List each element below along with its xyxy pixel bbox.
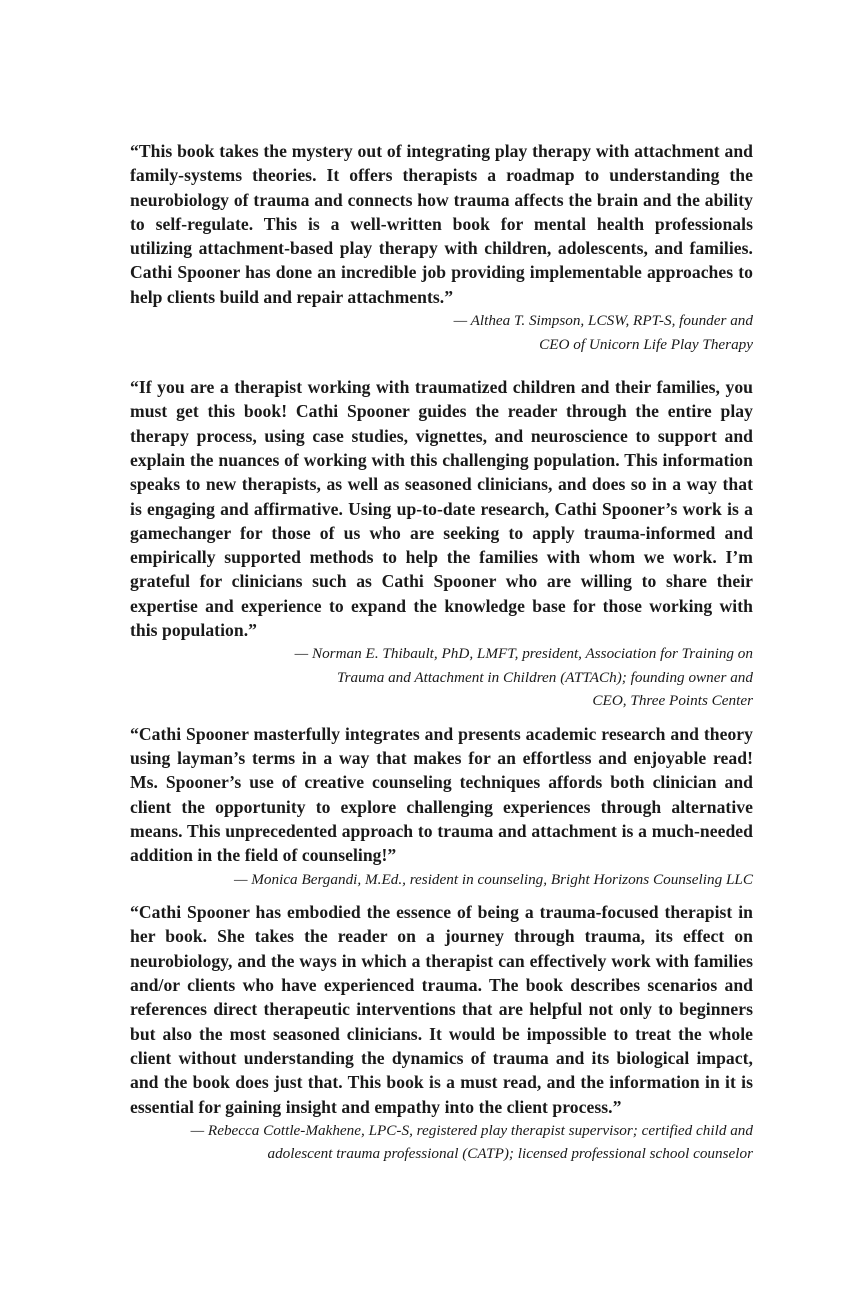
testimonial-attribution-line: CEO, Three Points Center <box>592 692 753 710</box>
testimonial-quote: “Cathi Spooner masterfully integrates and presents academic research and theory using layman’s terms in a way that makes for an effortless and enjoyable read! Ms. Spooner’s use of creative counseling techniques affords both clinician and client the opportunity to explore challenging experiences through alternative means. This unprecedented approach to trauma and attachment is a much-needed addition in the field of counseling!” <box>130 723 753 866</box>
testimonial-attribution-line: — Norman E. Thibault, PhD, LMFT, president, Association for Training on <box>294 645 753 663</box>
testimonial-quote: “Cathi Spooner has embodied the essence of being a trauma-focused therapist in her book. She takes the reader on a journey through trauma, its effect on neurobiology, and the ways in which a therapist can effectively work with families and/or clients who have experienced trauma. The book describes scenarios and references direct therapeutic interventions that are helpful not only to beginners but also the most seasoned clinicians. It would be impossible to treat the whole client without understanding the dynamics of trauma and its biological impact, and the book does just that. This book is a must read, and the information in it is essential for gaining insight and empathy into the client process.” <box>130 902 753 1117</box>
testimonial-attribution-line: — Althea T. Simpson, LCSW, RPT-S, founder and <box>453 312 753 330</box>
testimonial-attribution-line: — Monica Bergandi, M.Ed., resident in counseling, Bright Horizons Counseling LLC <box>233 870 753 888</box>
testimonial-simpson <box>130 139 753 356</box>
testimonials-page <box>130 139 753 1166</box>
testimonial-quote: “If you are a therapist working with traumatized children and their families, you must get this book! Cathi Spooner guides the reader through the entire play therapy process, using case studies, vignettes, and neuroscience to support and explain the nuances of working with this challenging population. This information speaks to new therapists, as well as seasoned clinicians, and does so in a way that is engaging and affirmative. Using up-to-date research, Cathi Spooner’s work is a gamechanger for those of us who are seeking to apply trauma-informed and empirically supported methods to help the families with whom we work. I’m grateful for clinicians such as Cathi Spooner who are willing to share their expertise and experience to expand the knowledge base for those working with this population.” <box>130 377 753 641</box>
testimonial-attribution-line: Trauma and Attachment in Children (ATTACh); founding owner and <box>337 668 753 686</box>
testimonial-attribution-line: — Rebecca Cottle-Makhene, LPC-S, registered play therapist supervisor; certified child and <box>190 1121 753 1139</box>
testimonial-cottle-makhene <box>130 900 753 1166</box>
testimonial-thibault <box>130 375 753 713</box>
testimonial-quote: “This book takes the mystery out of integrating play therapy with attachment and family-systems theories. It offers therapists a roadmap to understanding the neurobiology of trauma and connects how trauma affects the brain and the ability to self-regulate. This is a well-written book for mental health professionals utilizing attachment-based play therapy with children, adolescents, and families. Cathi Spooner has done an incredible job providing implementable approaches to help clients build and repair attachments.” <box>130 141 753 307</box>
testimonial-attribution-line: CEO of Unicorn Life Play Therapy <box>539 335 753 353</box>
testimonial-attribution-line: adolescent trauma professional (CATP); licensed professional school counselor <box>267 1145 753 1163</box>
testimonial-bergandi <box>130 722 753 891</box>
